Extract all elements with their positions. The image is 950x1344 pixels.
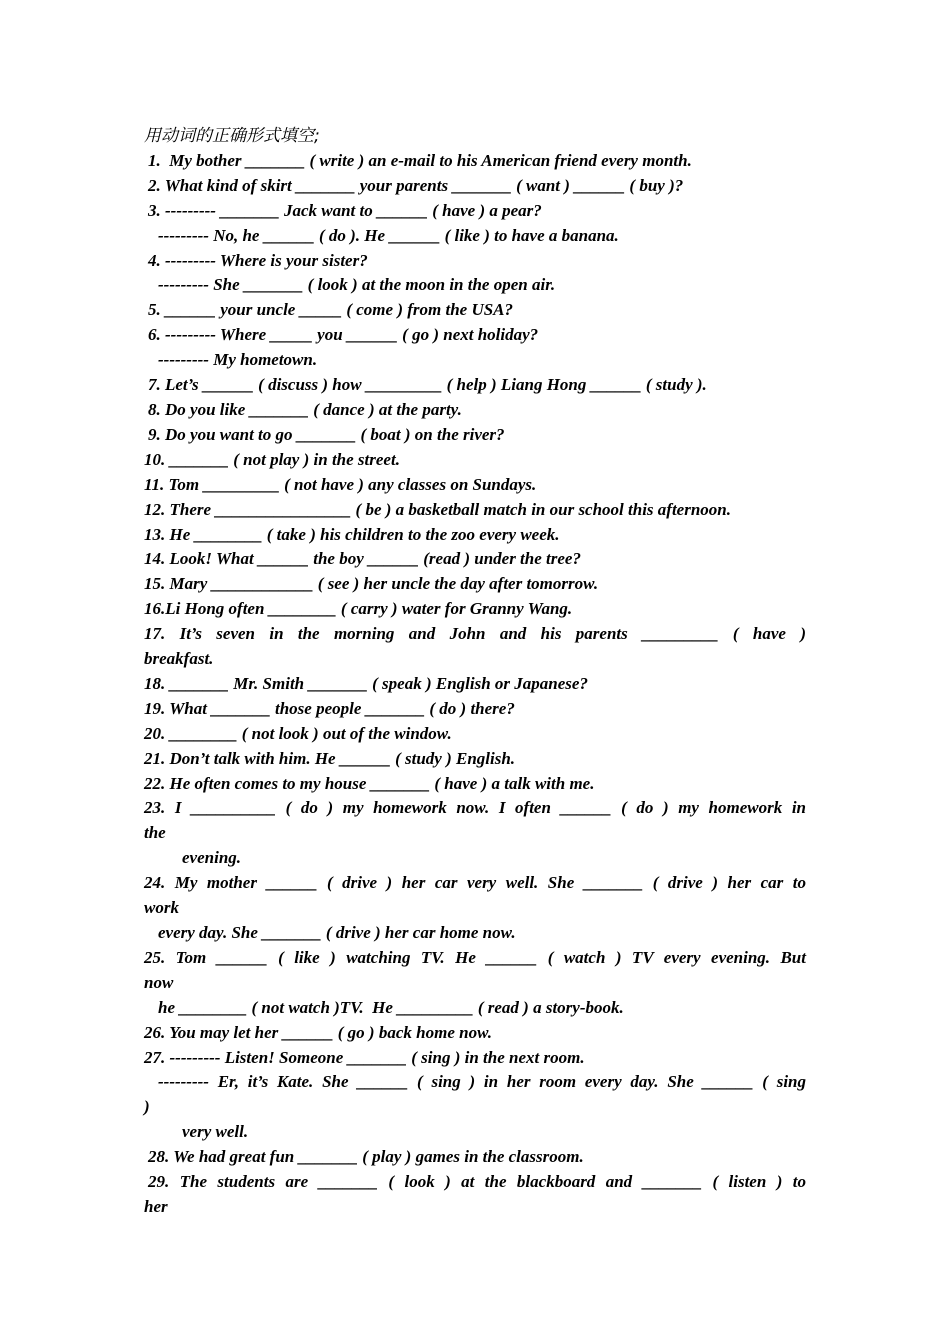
exercise-line: 24. My mother ______ ( drive ) her car very well. She _______ ( drive ) her car to	[144, 873, 806, 893]
exercise-line: 11. Tom _________ ( not have ) any classes on Sundays.	[144, 474, 537, 494]
exercise-line: evening.	[182, 848, 242, 868]
exercise-line: 25. Tom ______ ( like ) watching TV. He ______ ( watch ) TV every evening. But	[144, 947, 806, 967]
exercise-line: 16.Li Hong often ________ ( carry ) water for Granny Wang.	[144, 599, 573, 619]
exercise-line: he ________ ( not watch )TV. He _________ ( read ) a story-book.	[158, 997, 624, 1017]
exercise-line: 8. Do you like _______ ( dance ) at the party.	[148, 399, 462, 419]
exercise-line: --------- She _______ ( look ) at the moon in the open air.	[158, 275, 556, 295]
exercise-line: 14. Look! What ______ the boy ______ (read ) under the tree?	[144, 549, 581, 569]
exercise-line: 17. It’s seven in the morning and John and his parents _________ ( have )	[144, 624, 806, 644]
exercise-line: 3. --------- _______ Jack want to ______ ( have ) a pear?	[148, 200, 542, 220]
exercise-line: the	[144, 823, 166, 843]
exercise-line: 13. He ________ ( take ) his children to the zoo every week.	[144, 524, 560, 544]
exercise-line: 10. _______ ( not play ) in the street.	[144, 449, 400, 469]
exercise-line: 7. Let’s ______ ( discuss ) how _________ ( help ) Liang Hong ______ ( study ).	[148, 375, 707, 395]
exercise-line: 12. There ________________ ( be ) a basketball match in our school this afternoon.	[144, 499, 731, 519]
exercise-line: work	[144, 898, 179, 918]
exercise-line: 5. ______ your uncle _____ ( come ) from the USA?	[148, 300, 514, 320]
exercise-line: 28. We had great fun _______ ( play ) games in the classroom.	[148, 1147, 584, 1167]
exercise-line: --------- My hometown.	[158, 350, 318, 370]
exercise-line: 4. --------- Where is your sister?	[148, 250, 368, 270]
exercise-line: 26. You may let her ______ ( go ) back home now.	[144, 1022, 493, 1042]
exercise-line: 20. ________ ( not look ) out of the window.	[144, 723, 452, 743]
exercise-line: 2. What kind of skirt _______ your parents _______ ( want ) ______ ( buy )?	[148, 175, 684, 195]
exercise-line: )	[144, 1097, 150, 1117]
exercise-line: 23. I __________ ( do ) my homework now. I often ______ ( do ) my homework in	[144, 798, 806, 818]
exercise-line: now	[144, 972, 174, 992]
exercise-line: 18. _______ Mr. Smith _______ ( speak ) English or Japanese?	[144, 673, 588, 693]
exercise-line: breakfast.	[144, 649, 214, 669]
exercise-line: 1. My bother _______ ( write ) an e-mail to his American friend every month.	[148, 150, 692, 170]
exercise-line: 27. --------- Listen! Someone _______ ( sing ) in the next room.	[144, 1047, 585, 1067]
exercise-line: --------- No, he ______ ( do ). He ______ ( like ) to have a banana.	[158, 225, 619, 245]
exercise-line: very well.	[182, 1122, 249, 1142]
exercise-line: 21. Don’t talk with him. He ______ ( study ) English.	[144, 748, 516, 768]
exercise-line: 19. What _______ those people _______ ( do ) there?	[144, 698, 515, 718]
exercise-title: 用动词的正确形式填空;	[144, 126, 320, 146]
exercise-line: 6. --------- Where _____ you ______ ( go ) next holiday?	[148, 325, 539, 345]
exercise-line: her	[144, 1196, 168, 1216]
exercise-line: --------- Er, it’s Kate. She ______ ( sing ) in her room every day. She ______ ( sing	[158, 1072, 806, 1092]
exercise-line: 22. He often comes to my house _______ ( have ) a talk with me.	[144, 773, 595, 793]
exercise-line: every day. She _______ ( drive ) her car home now.	[158, 923, 516, 942]
exercise-line: 29. The students are _______ ( look ) at the blackboard and _______ ( listen ) to	[148, 1172, 806, 1192]
exercise-line: 9. Do you want to go _______ ( boat ) on the river?	[148, 424, 505, 444]
exercise-line: 15. Mary ____________ ( see ) her uncle the day after tomorrow.	[144, 574, 599, 594]
exercise-sheet	[144, 124, 806, 1220]
